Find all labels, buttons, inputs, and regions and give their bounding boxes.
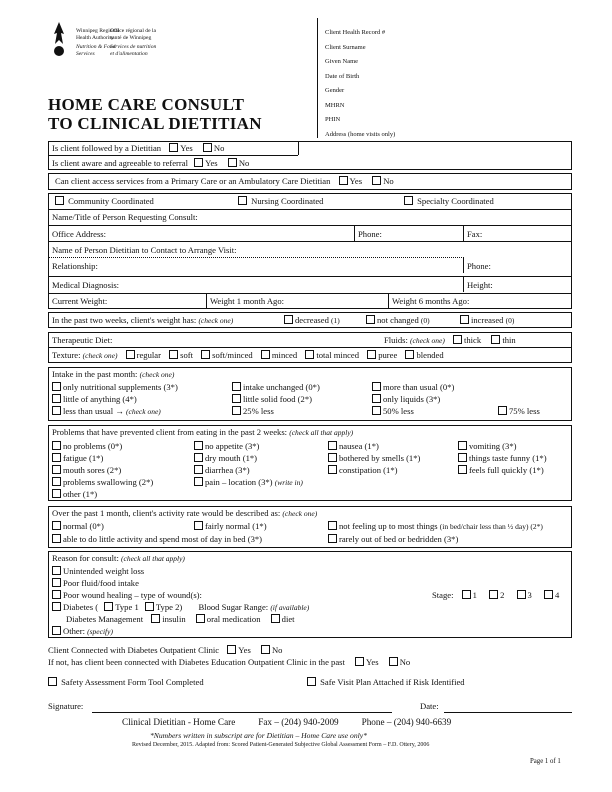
pain-instruction: (write in) (274, 478, 303, 487)
activity-little-checkbox[interactable] (52, 534, 61, 543)
mhrn-field[interactable]: MHRN (325, 101, 345, 109)
intake-more-label: more than usual (0*) (383, 382, 455, 392)
weight-decreased-score: (1) (331, 316, 340, 325)
given-name-field[interactable]: Given Name (325, 58, 359, 65)
texture-soft-checkbox[interactable] (169, 350, 178, 359)
contact-line: Clinical Dietitian - Home Care Fax – (204) 940-2009 Phone – (204) 940-6639 (122, 717, 452, 727)
no-problems-checkbox[interactable] (52, 441, 61, 450)
signature-line[interactable] (92, 712, 392, 713)
activity-normal-checkbox[interactable] (52, 521, 61, 530)
activity-fairly-normal-label: fairly normal (1*) (205, 521, 267, 531)
current-weight-field[interactable]: Current Weight: (52, 296, 108, 306)
problem-option (52, 453, 103, 463)
q2-yes-label: Yes (205, 158, 218, 168)
divider (48, 347, 572, 348)
weight-unchanged-option (366, 315, 430, 325)
q1-yes-checkbox[interactable] (169, 143, 178, 152)
other-reason-instruction: (specify) (87, 627, 113, 636)
activity-not-up-label: not feeling up to most things (339, 521, 438, 531)
divider (48, 293, 572, 294)
diabetes-clinic-row-1 (48, 645, 282, 655)
diarrhea-label: diarrhea (3*) (205, 465, 250, 475)
activity-not-up-checkbox[interactable] (328, 521, 337, 530)
other-reason-label: Other: (63, 626, 85, 636)
smells-label: bothered by smells (1*) (339, 453, 421, 463)
vomiting-checkbox[interactable] (458, 441, 467, 450)
client-surname-field[interactable]: Client Surname (325, 43, 366, 51)
taste-funny-label: things taste funny (1*) (469, 453, 547, 463)
intake-option (232, 394, 312, 404)
nausea-checkbox[interactable] (328, 441, 337, 450)
insulin-checkbox[interactable] (151, 614, 160, 623)
stage-row (432, 590, 559, 600)
activity-option (52, 534, 262, 544)
texture-regular-checkbox[interactable] (126, 350, 135, 359)
no-appetite-label: no appetite (3*) (205, 441, 260, 451)
weight-increased-checkbox[interactable] (460, 315, 469, 324)
date-label: Date: (420, 701, 439, 711)
org-french (110, 28, 156, 57)
q1-row (52, 143, 224, 153)
texture-minced-checkbox[interactable] (261, 350, 270, 359)
intake-unchanged-checkbox[interactable] (232, 382, 241, 391)
q2-row (52, 158, 249, 168)
divider (48, 257, 462, 258)
constipation-checkbox[interactable] (328, 465, 337, 474)
stage-3-label: 3 (527, 590, 532, 600)
stage-4-label: 4 (555, 590, 560, 600)
problem-option (194, 441, 259, 451)
weight-change-label: In the past two weeks, client's weight has: (52, 315, 197, 325)
texture-blended-checkbox[interactable] (405, 350, 414, 359)
weight-decreased-label: decreased (295, 315, 329, 325)
safe-visit-plan-checkbox[interactable] (307, 677, 316, 686)
blood-sugar-instruction: (if available) (270, 603, 310, 612)
org-en-line-1: Winnipeg Regional (76, 28, 120, 34)
problem-option (52, 477, 153, 487)
client-health-record-field[interactable]: Client Health Record # (325, 29, 386, 36)
problem-option (328, 453, 420, 463)
client-box-border (317, 18, 318, 138)
problem-option (194, 465, 250, 475)
dept-en-line-2: Services (76, 50, 95, 57)
intake-75-less-checkbox[interactable] (498, 406, 507, 415)
specialty-coordinated-checkbox[interactable] (404, 196, 413, 205)
clinic-q1-no-label: No (271, 645, 283, 655)
texture-minced-label: minced (271, 350, 298, 360)
stage-1-label: 1 (472, 590, 477, 600)
insulin-label: insulin (162, 614, 186, 624)
activity-normal-label: normal (0*) (63, 521, 104, 531)
dept-fr-line-2: et d'alimentation (110, 50, 148, 57)
problems-label: Problems that have prevented client from eating in the past 2 weeks: (52, 427, 288, 437)
q1-no-label: No (213, 143, 225, 153)
divider (48, 155, 298, 156)
divider (48, 225, 572, 226)
problem-option (458, 441, 517, 451)
mouth-sores-label: mouth sores (2*) (63, 465, 122, 475)
weight-unchanged-checkbox[interactable] (366, 315, 375, 324)
weight-decreased-checkbox[interactable] (284, 315, 293, 324)
other-reason-checkbox[interactable] (52, 626, 61, 635)
address-field[interactable]: Address (home visits only) (325, 130, 396, 138)
weight-decreased-option (284, 315, 340, 325)
community-coordinated-label: Community Coordinated (68, 196, 154, 206)
nursing-coordinated-checkbox[interactable] (238, 196, 247, 205)
divider (298, 141, 299, 155)
q2-no-label: No (238, 158, 250, 168)
intake-25-less-label: 25% less (243, 406, 274, 416)
form-title-line-2: TO CLINICAL DIETITIAN (48, 114, 262, 133)
clinic-q1-yes-checkbox[interactable] (227, 645, 236, 654)
phin-field[interactable]: PHIN (325, 116, 341, 123)
dry-mouth-checkbox[interactable] (194, 453, 203, 462)
weight-loss-label: Unintended weight loss (63, 566, 145, 576)
q3-no-label: No (383, 176, 394, 186)
page-number: Page 1 of 1 (530, 758, 561, 765)
intake-little-anything-label: little of anything (4*) (63, 394, 137, 404)
height-field[interactable]: Height: (467, 280, 493, 290)
clinic-q2-yes-checkbox[interactable] (355, 657, 364, 666)
texture-regular-label: regular (136, 350, 161, 360)
nausea-label: nausea (1*) (339, 441, 379, 451)
poor-intake-label: Poor fluid/food intake (63, 578, 139, 588)
stage-3-checkbox[interactable] (517, 590, 526, 599)
diabetes-clinic-row-2 (48, 657, 410, 667)
weight-increased-score: (0) (505, 316, 515, 325)
texture-soft-minced-label: soft/minced (212, 350, 253, 360)
q2-yes-checkbox[interactable] (194, 158, 203, 167)
no-problems-label: no problems (0*) (63, 441, 123, 451)
activity-label: Over the past 1 month, client's activity rate would be described as: (52, 508, 281, 518)
feels-full-label: feels full quickly (1*) (469, 465, 544, 475)
problem-option (52, 441, 122, 451)
activity-option (194, 521, 267, 531)
stage-2-label: 2 (500, 590, 505, 600)
q2-label: Is client aware and agreeable to referral (52, 158, 188, 168)
intake-50-less-checkbox[interactable] (372, 406, 381, 415)
q3-label: Can client access services from a Primary Care or an Ambulatory Care Dietitian (55, 176, 331, 186)
swallowing-label: problems swallowing (2*) (63, 477, 154, 487)
fluids-instruction: (check one) (410, 336, 445, 345)
diarrhea-checkbox[interactable] (194, 465, 203, 474)
contact-phone-field[interactable]: Phone: (467, 261, 491, 271)
problems-instruction: (check all that apply) (289, 428, 354, 437)
dept-en-line-1: Nutrition & Food (76, 44, 116, 50)
form-title-line-1: HOME CARE CONSULT (48, 95, 245, 114)
safe-visit-plan-row (307, 677, 465, 687)
problem-option (458, 465, 544, 475)
wound-healing-label: Poor wound healing – type of wound(s): (63, 590, 202, 600)
intake-option (498, 406, 540, 416)
oral-medication-label: oral medication (206, 614, 261, 624)
diabetes-management-label: Diabetes Management (66, 614, 144, 624)
clinic-q2-no-checkbox[interactable] (389, 657, 398, 666)
problems-header (52, 427, 353, 437)
problem-option (328, 441, 379, 451)
intake-instruction: (check one) (139, 370, 175, 379)
contact-person-field[interactable]: Name of Person Dietitian to Contact to Arrange Visit: (52, 245, 237, 255)
texture-puree-label: puree (378, 350, 398, 360)
intake-option (232, 406, 274, 416)
poor-intake-checkbox[interactable] (52, 578, 61, 587)
intake-less-instruction: (check one) (126, 407, 161, 416)
q1-no-checkbox[interactable] (203, 143, 212, 152)
wrha-logo (48, 20, 70, 60)
problem-option (194, 477, 303, 487)
swallowing-checkbox[interactable] (52, 477, 61, 486)
texture-blended-label: blended (416, 350, 444, 360)
weight-loss-checkbox[interactable] (52, 566, 61, 575)
texture-soft-label: soft (180, 350, 193, 360)
intake-header (52, 369, 174, 379)
fluid-thin-label: thin (502, 335, 516, 345)
q3-yes-label: Yes (349, 176, 363, 186)
pain-label: pain – location (3*) (205, 477, 273, 487)
safety-assessment-row (48, 677, 204, 687)
weight-increased-option (460, 315, 514, 325)
org-fr-line-2: santé de Winnipeg (110, 34, 152, 41)
weight-change-row (52, 315, 233, 325)
activity-bedridden-checkbox[interactable] (328, 534, 337, 543)
org-en-line-2: Health Authority (76, 34, 114, 41)
constipation-label: constipation (1*) (339, 465, 398, 475)
other-reason-row (52, 626, 113, 636)
clinic-q1-no-checkbox[interactable] (261, 645, 270, 654)
intake-only-liquids-label: only liquids (3*) (383, 394, 441, 404)
intake-50-less-label: 50% less (383, 406, 414, 416)
oral-medication-checkbox[interactable] (196, 614, 205, 623)
diabetes-close-paren: ) (179, 602, 183, 612)
intake-little-solid-checkbox[interactable] (232, 394, 241, 403)
gender-field[interactable]: Gender (325, 87, 345, 94)
dept-fr-line-1: Services de nutrition (110, 44, 157, 50)
problem-option (328, 465, 397, 475)
weight-increased-label: increased (471, 315, 504, 325)
stage-4-checkbox[interactable] (544, 590, 553, 599)
other-problem-checkbox[interactable] (52, 489, 61, 498)
divider (48, 241, 572, 242)
divider (463, 276, 464, 292)
reason-label: Reason for consult: (52, 553, 119, 563)
safety-assessment-label: Safety Assessment Form Tool Completed (61, 677, 204, 687)
coord-nursing (238, 196, 323, 206)
intake-little-anything-checkbox[interactable] (52, 394, 61, 403)
weight-6-months-field[interactable]: Weight 6 months Ago: (392, 296, 470, 306)
intake-option (372, 394, 440, 404)
reason-option (52, 578, 139, 588)
q3-yes-checkbox[interactable] (339, 176, 348, 185)
relationship-field[interactable]: Relationship: (52, 261, 98, 271)
reason-option (52, 566, 144, 576)
problem-option (458, 453, 547, 463)
office-fax-field[interactable]: Fax: (467, 229, 483, 239)
activity-option (328, 534, 458, 544)
activity-header (52, 508, 317, 518)
org-fr-line-1: Office régional de la (110, 28, 157, 34)
q1-yes-label: Yes (180, 143, 193, 153)
safe-visit-plan-label: Safe Visit Plan Attached if Risk Identified (320, 677, 465, 687)
divider (48, 209, 572, 210)
pain-checkbox[interactable] (194, 477, 203, 486)
smells-checkbox[interactable] (328, 453, 337, 462)
fluid-thin-checkbox[interactable] (491, 335, 500, 344)
divider (354, 225, 355, 241)
fatigue-label: fatigue (1*) (63, 453, 104, 463)
vomiting-label: vomiting (3*) (469, 441, 517, 451)
clinic-q2-no-label: No (399, 657, 411, 667)
texture-soft-minced-checkbox[interactable] (201, 350, 210, 359)
intake-unchanged-label: intake unchanged (0*) (243, 382, 320, 392)
intake-25-less-checkbox[interactable] (232, 406, 241, 415)
fatigue-checkbox[interactable] (52, 453, 61, 462)
texture-puree-checkbox[interactable] (367, 350, 376, 359)
community-coordinated-checkbox[interactable] (55, 196, 64, 205)
fluids-row (384, 335, 516, 345)
activity-option (52, 521, 104, 531)
texture-label: Texture: (52, 350, 81, 360)
revision-note: Revised December, 2015. Adapted from: Scored Patient-Generated Subjective Global Assessment Form – F.D. Ottery, 2006 (132, 742, 430, 748)
clinic-q2-yes-label: Yes (366, 657, 379, 667)
diabetes-management-row (66, 614, 295, 624)
office-address-field[interactable]: Office Address: (52, 229, 107, 239)
type-1-label: Type 1 (115, 602, 139, 612)
client-info-fields (325, 26, 395, 142)
q2-no-checkbox[interactable] (228, 158, 237, 167)
clinic-q1-yes-label: Yes (238, 645, 251, 655)
stage-label: Stage: (432, 590, 454, 600)
type-1-checkbox[interactable] (104, 602, 113, 611)
feels-full-checkbox[interactable] (458, 465, 467, 474)
mouth-sores-checkbox[interactable] (52, 465, 61, 474)
diet-label: diet (281, 614, 295, 624)
intake-option: less than usual → (check one) (52, 406, 161, 416)
weight-change-instruction: (check one) (198, 316, 234, 325)
divider (48, 276, 572, 277)
date-line[interactable] (444, 712, 572, 713)
diabetes-row (52, 602, 309, 612)
nursing-coordinated-label: Nursing Coordinated (251, 196, 324, 206)
diet-checkbox[interactable] (271, 614, 280, 623)
medical-diagnosis-field[interactable]: Medical Diagnosis: (52, 280, 120, 290)
divider (388, 293, 389, 309)
reason-option (52, 590, 202, 600)
problem-option (194, 453, 257, 463)
diabetes-clinic-q2-label: If not, has client been connected with Diabetes Education Outpatient Clinic in the past (48, 657, 345, 667)
intake-option (372, 406, 414, 416)
diabetes-checkbox[interactable] (52, 602, 61, 611)
texture-instruction: (check one) (82, 351, 118, 360)
no-appetite-checkbox[interactable] (194, 441, 203, 450)
weight-1-month-field[interactable]: Weight 1 month Ago: (210, 296, 285, 306)
texture-total-minced-checkbox[interactable] (305, 350, 314, 359)
intake-option (52, 382, 178, 392)
type-2-checkbox[interactable] (145, 602, 154, 611)
intake-option (52, 394, 137, 404)
intake-supplements-checkbox[interactable] (52, 382, 61, 391)
q3-row (55, 176, 394, 186)
specialty-coordinated-label: Specialty Coordinated (417, 196, 494, 206)
weight-unchanged-label: not changed (377, 315, 419, 325)
divider (206, 293, 207, 309)
intake-label: Intake in the past month: (52, 369, 138, 379)
type-2-label: Type 2 (155, 602, 180, 612)
diabetes-clinic-q1-label: Client Connected with Diabetes Outpatient Clinic (48, 645, 220, 655)
divider (463, 225, 464, 241)
intake-less-label: less than usual (63, 406, 114, 416)
coord-community (55, 196, 154, 206)
activity-instruction: (check one) (282, 509, 318, 518)
date-of-birth-field[interactable]: Date of Birth (325, 72, 360, 80)
other-problem-label: other (1*) (63, 489, 98, 499)
fluids-label: Fluids: (384, 335, 408, 345)
office-phone-field[interactable]: Phone: (358, 229, 382, 239)
intake-75-less-label: 75% less (509, 406, 540, 416)
safety-assessment-checkbox[interactable] (48, 677, 57, 686)
texture-row (52, 350, 444, 360)
subscript-note: *Numbers written in subscript are for Dietitian – Home Care use only* (150, 731, 367, 740)
activity-bedridden-label: rarely out of bed or bedridden (3*) (339, 534, 459, 544)
reason-instruction: (check all that apply) (121, 554, 185, 563)
activity-option (328, 521, 543, 531)
therapeutic-diet-field[interactable]: Therapeutic Diet: (52, 335, 113, 345)
diabetes-label: Diabetes ( (63, 602, 99, 612)
activity-not-up-score: (in bed/chair less than ½ day) (2*) (439, 522, 543, 531)
intake-supplements-label: only nutritional supplements (3*) (63, 382, 178, 392)
intake-less-checkbox[interactable] (52, 406, 61, 415)
q1-label: Is client followed by a Dietitian (52, 143, 162, 153)
fluid-thick-label: thick (463, 335, 482, 345)
intake-more-checkbox[interactable] (372, 382, 381, 391)
activity-little-label: able to do little activity and spend most of day in bed (3*) (63, 534, 263, 544)
fluid-thick-checkbox[interactable] (453, 335, 462, 344)
blood-sugar-label: Blood Sugar Range: (198, 602, 269, 612)
stage-1-checkbox[interactable] (462, 590, 471, 599)
problem-option (52, 489, 97, 499)
stage-2-checkbox[interactable] (489, 590, 498, 599)
activity-fairly-normal-checkbox[interactable] (194, 521, 203, 530)
divider (463, 257, 464, 273)
intake-only-liquids-checkbox[interactable] (372, 394, 381, 403)
weight-unchanged-score: (0) (420, 316, 430, 325)
wound-healing-checkbox[interactable] (52, 590, 61, 599)
taste-funny-checkbox[interactable] (458, 453, 467, 462)
coord-specialty (404, 196, 494, 206)
reason-header (52, 553, 185, 563)
requester-field[interactable]: Name/Title of Person Requesting Consult: (52, 212, 198, 222)
intake-option (372, 382, 454, 392)
intake-option (232, 382, 320, 392)
problem-option (52, 465, 121, 475)
intake-little-solid-label: little solid food (2*) (243, 394, 312, 404)
q3-no-checkbox[interactable] (372, 176, 381, 185)
signature-label: Signature: (48, 701, 84, 711)
texture-total-minced-label: total minced (316, 350, 360, 360)
dry-mouth-label: dry mouth (1*) (205, 453, 258, 463)
